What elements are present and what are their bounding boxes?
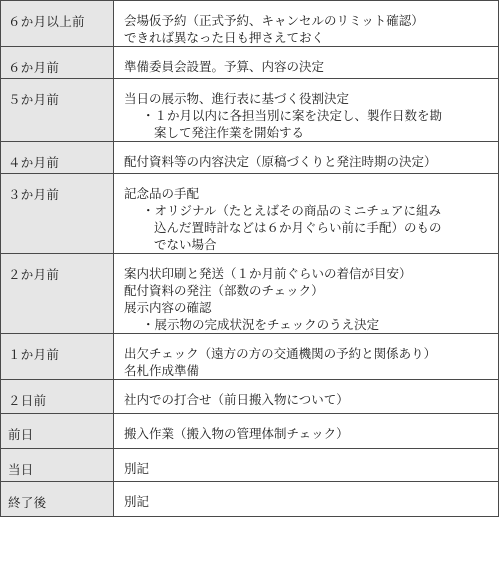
schedule-row: [1, 254, 499, 334]
task-line: 配付資料等の内容決定（原稿づくりと発注時期の決定）: [124, 154, 437, 169]
timing-cell: 終了後: [1, 482, 114, 517]
timing-cell: 当日: [1, 449, 114, 482]
schedule-row: [1, 79, 499, 142]
schedule-row: [1, 380, 499, 414]
task-cell: [114, 482, 499, 517]
task-subline: 案して発注作業を開始する: [154, 125, 305, 140]
schedule-table-body: [1, 1, 499, 517]
schedule-row: [1, 334, 499, 380]
task-line: 出欠チェック（遠方の方の交通機関の予約と関係あり）: [124, 346, 437, 361]
timing-cell: 前日: [1, 414, 114, 449]
timing-cell: ２か月前: [1, 254, 114, 334]
task-cell: [114, 254, 499, 334]
task-line: 当日の展示物、進行表に基づく役割決定: [124, 91, 350, 106]
task-subline: 込んだ置時計などは６か月ぐらい前に手配）のもの: [154, 220, 442, 235]
task-line: 展示内容の確認: [124, 300, 212, 315]
task-line: 搬入作業（搬入物の管理体制チェック）: [124, 426, 349, 441]
task-line: 会場仮予約（正式予約、キャンセルのリミット確認）: [124, 13, 424, 28]
timing-cell: １か月前: [1, 334, 114, 380]
task-cell: [114, 142, 499, 174]
task-cell: [114, 174, 499, 254]
task-line: 名札作成準備: [124, 363, 200, 378]
task-line: 別記: [124, 494, 150, 509]
schedule-row: [1, 482, 499, 517]
task-cell: [114, 334, 499, 380]
task-line: 準備委員会設置。予算、内容の決定: [124, 59, 325, 74]
task-line: 社内での打合せ（前日搬入物について）: [124, 392, 349, 407]
schedule-row: [1, 449, 499, 482]
task-cell: [114, 79, 499, 142]
timing-cell: ４か月前: [1, 142, 114, 174]
schedule-row: [1, 414, 499, 449]
timing-cell: ６か月以上前: [1, 1, 114, 47]
task-cell: [114, 414, 499, 449]
task-cell: [114, 380, 499, 414]
task-subline: ・１か月以内に各担当別に案を決定し、製作日数を勘: [142, 108, 443, 123]
schedule-row: [1, 174, 499, 254]
task-subline: でない場合: [154, 237, 217, 252]
schedule-row: [1, 47, 499, 79]
timing-cell: ２日前: [1, 380, 114, 414]
schedule-row: [1, 142, 499, 174]
timing-cell: ３か月前: [1, 174, 114, 254]
schedule-row: [1, 1, 499, 47]
task-subline: ・オリジナル（たとえばその商品のミニチュアに組み: [142, 203, 442, 218]
task-line: 別記: [124, 461, 150, 476]
task-subline: ・展示物の完成状況をチェックのうえ決定: [142, 317, 380, 332]
task-cell: [114, 1, 499, 47]
timing-cell: ６か月前: [1, 47, 114, 79]
task-cell: [114, 449, 499, 482]
task-line: できれば異なった日も押さえておく: [124, 30, 325, 45]
task-line: 案内状印刷と発送（１か月前ぐらいの着信が目安）: [124, 266, 412, 281]
task-cell: [114, 47, 499, 79]
timing-cell: ５か月前: [1, 79, 114, 142]
task-line: 配付資料の発注（部数のチェック）: [124, 283, 324, 298]
task-line: 記念品の手配: [124, 186, 200, 201]
